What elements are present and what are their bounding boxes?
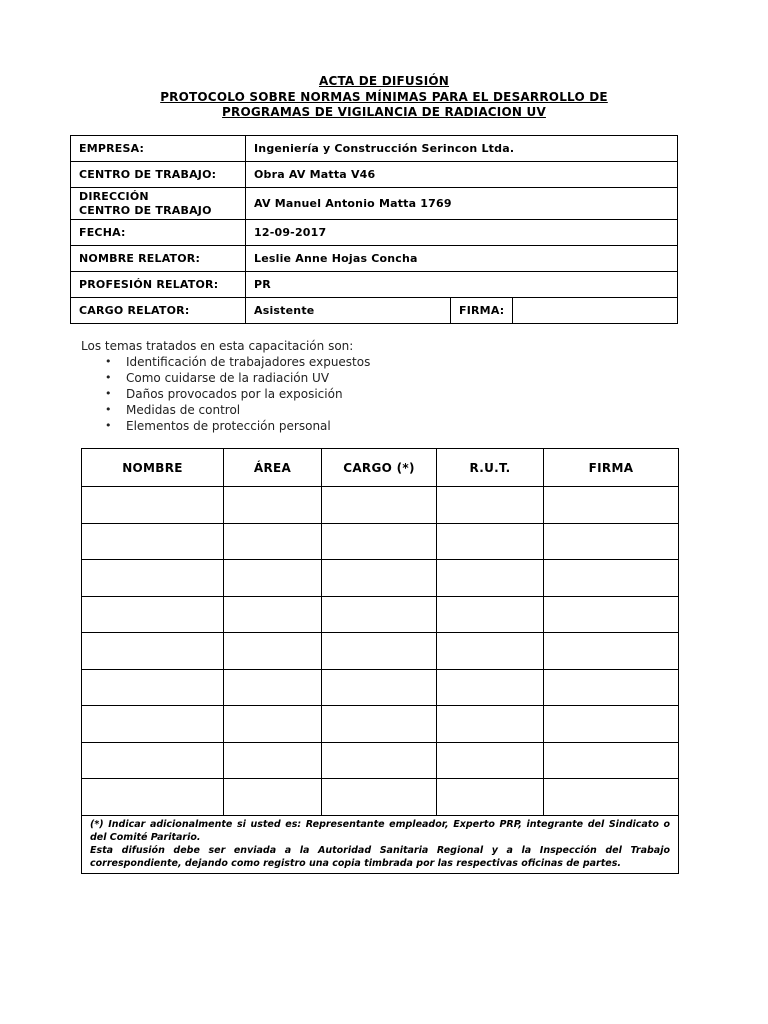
cell-nombre[interactable]: [82, 669, 224, 706]
direccion-label: [71, 188, 246, 220]
cell-area[interactable]: [224, 742, 322, 779]
document-title-line-3: PROGRAMAS DE VIGILANCIA DE RADIACION UV: [222, 105, 546, 119]
firma-relator-value[interactable]: [513, 298, 678, 324]
centro-value: Obra AV Matta V46: [246, 162, 678, 188]
table-row: [82, 706, 679, 743]
topics-intro: Los temas tratados en esta capacitación son:: [81, 339, 354, 353]
cell-area[interactable]: [224, 523, 322, 560]
info-table: [70, 135, 678, 324]
cell-area[interactable]: [224, 596, 322, 633]
cargo-relator-label: CARGO RELATOR:: [71, 298, 246, 324]
table-row: [82, 742, 679, 779]
cell-firma[interactable]: [544, 633, 679, 670]
table-row: [82, 560, 679, 597]
topics-list: [81, 354, 370, 434]
cell-cargo[interactable]: [322, 706, 437, 743]
footnote-line-1: (*) Indicar adicionalmente si usted es: Representante empleador, Experto PRP, integrante del Sindicato o del Comité Paritario.: [90, 818, 670, 843]
topic-item: • Como cuidarse de la radiación UV: [126, 370, 370, 386]
cell-cargo[interactable]: [322, 669, 437, 706]
cell-firma[interactable]: [544, 779, 679, 816]
topic-item: • Identificación de trabajadores expuestos: [126, 354, 370, 370]
cell-area[interactable]: [224, 669, 322, 706]
document-title-line-2: PROTOCOLO SOBRE NORMAS MÍNIMAS PARA EL DESARROLLO DE: [160, 90, 608, 104]
cell-firma[interactable]: [544, 560, 679, 597]
cell-firma[interactable]: [544, 523, 679, 560]
cell-cargo[interactable]: [322, 523, 437, 560]
profesion-relator-label: PROFESIÓN RELATOR:: [71, 272, 246, 298]
cell-rut[interactable]: [437, 633, 544, 670]
table-row: [82, 669, 679, 706]
header-firma: FIRMA: [544, 449, 679, 487]
cell-area[interactable]: [224, 779, 322, 816]
firma-relator-label: FIRMA:: [451, 298, 513, 324]
document-title-line-1: ACTA DE DIFUSIÓN: [318, 74, 450, 88]
cell-nombre[interactable]: [82, 487, 224, 524]
direccion-label-line-2: CENTRO DE TRABAJO: [79, 203, 212, 217]
cell-rut[interactable]: [437, 742, 544, 779]
fecha-label: FECHA:: [71, 220, 246, 246]
nombre-relator-value: Leslie Anne Hojas Concha: [246, 246, 678, 272]
topic-item: • Daños provocados por la exposición: [126, 386, 370, 402]
empresa-value: Ingeniería y Construcción Serincon Ltda.: [246, 136, 678, 162]
footnote: [82, 815, 679, 873]
centro-label: CENTRO DE TRABAJO:: [71, 162, 246, 188]
header-area: ÁREA: [224, 449, 322, 487]
cell-rut[interactable]: [437, 523, 544, 560]
footnote-line-2: Esta difusión debe ser enviada a la Autoridad Sanitaria Regional y a la Inspección del Trabajo correspondiente, dejando como registro una copia timbrada por las respectivas oficinas de partes.: [90, 844, 670, 869]
direccion-label-line-1: DIRECCIÓN: [79, 189, 149, 203]
topic-item: • Medidas de control: [126, 402, 370, 418]
cell-nombre[interactable]: [82, 779, 224, 816]
cell-firma[interactable]: [544, 742, 679, 779]
table-row: [82, 523, 679, 560]
header-rut: R.U.T.: [437, 449, 544, 487]
table-row: [82, 779, 679, 816]
cell-firma[interactable]: [544, 706, 679, 743]
cell-nombre[interactable]: [82, 523, 224, 560]
cell-cargo[interactable]: [322, 779, 437, 816]
cell-nombre[interactable]: [82, 596, 224, 633]
cell-nombre[interactable]: [82, 633, 224, 670]
cell-nombre[interactable]: [82, 706, 224, 743]
cell-nombre[interactable]: [82, 742, 224, 779]
cell-firma[interactable]: [544, 487, 679, 524]
cargo-relator-value: Asistente: [246, 298, 451, 324]
cell-area[interactable]: [224, 487, 322, 524]
cell-area[interactable]: [224, 633, 322, 670]
cell-nombre[interactable]: [82, 560, 224, 597]
cell-firma[interactable]: [544, 596, 679, 633]
header-cargo: CARGO (*): [322, 449, 437, 487]
cell-rut[interactable]: [437, 706, 544, 743]
header-nombre: NOMBRE: [82, 449, 224, 487]
topics-section: [81, 338, 370, 434]
cell-firma[interactable]: [544, 669, 679, 706]
cell-rut[interactable]: [437, 487, 544, 524]
fecha-value: 12-09-2017: [246, 220, 678, 246]
cell-rut[interactable]: [437, 779, 544, 816]
cell-cargo[interactable]: [322, 633, 437, 670]
table-row: [82, 633, 679, 670]
cell-cargo[interactable]: [322, 742, 437, 779]
cell-rut[interactable]: [437, 596, 544, 633]
table-row: [82, 487, 679, 524]
cell-cargo[interactable]: [322, 596, 437, 633]
table-row: [82, 596, 679, 633]
cell-cargo[interactable]: [322, 487, 437, 524]
topic-item: • Elementos de protección personal: [126, 418, 370, 434]
cell-area[interactable]: [224, 706, 322, 743]
nombre-relator-label: NOMBRE RELATOR:: [71, 246, 246, 272]
attendance-table: [81, 448, 679, 874]
cell-rut[interactable]: [437, 560, 544, 597]
cell-rut[interactable]: [437, 669, 544, 706]
profesion-relator-value: PR: [246, 272, 678, 298]
cell-area[interactable]: [224, 560, 322, 597]
empresa-label: EMPRESA:: [71, 136, 246, 162]
direccion-value: AV Manuel Antonio Matta 1769: [246, 188, 678, 220]
cell-cargo[interactable]: [322, 560, 437, 597]
